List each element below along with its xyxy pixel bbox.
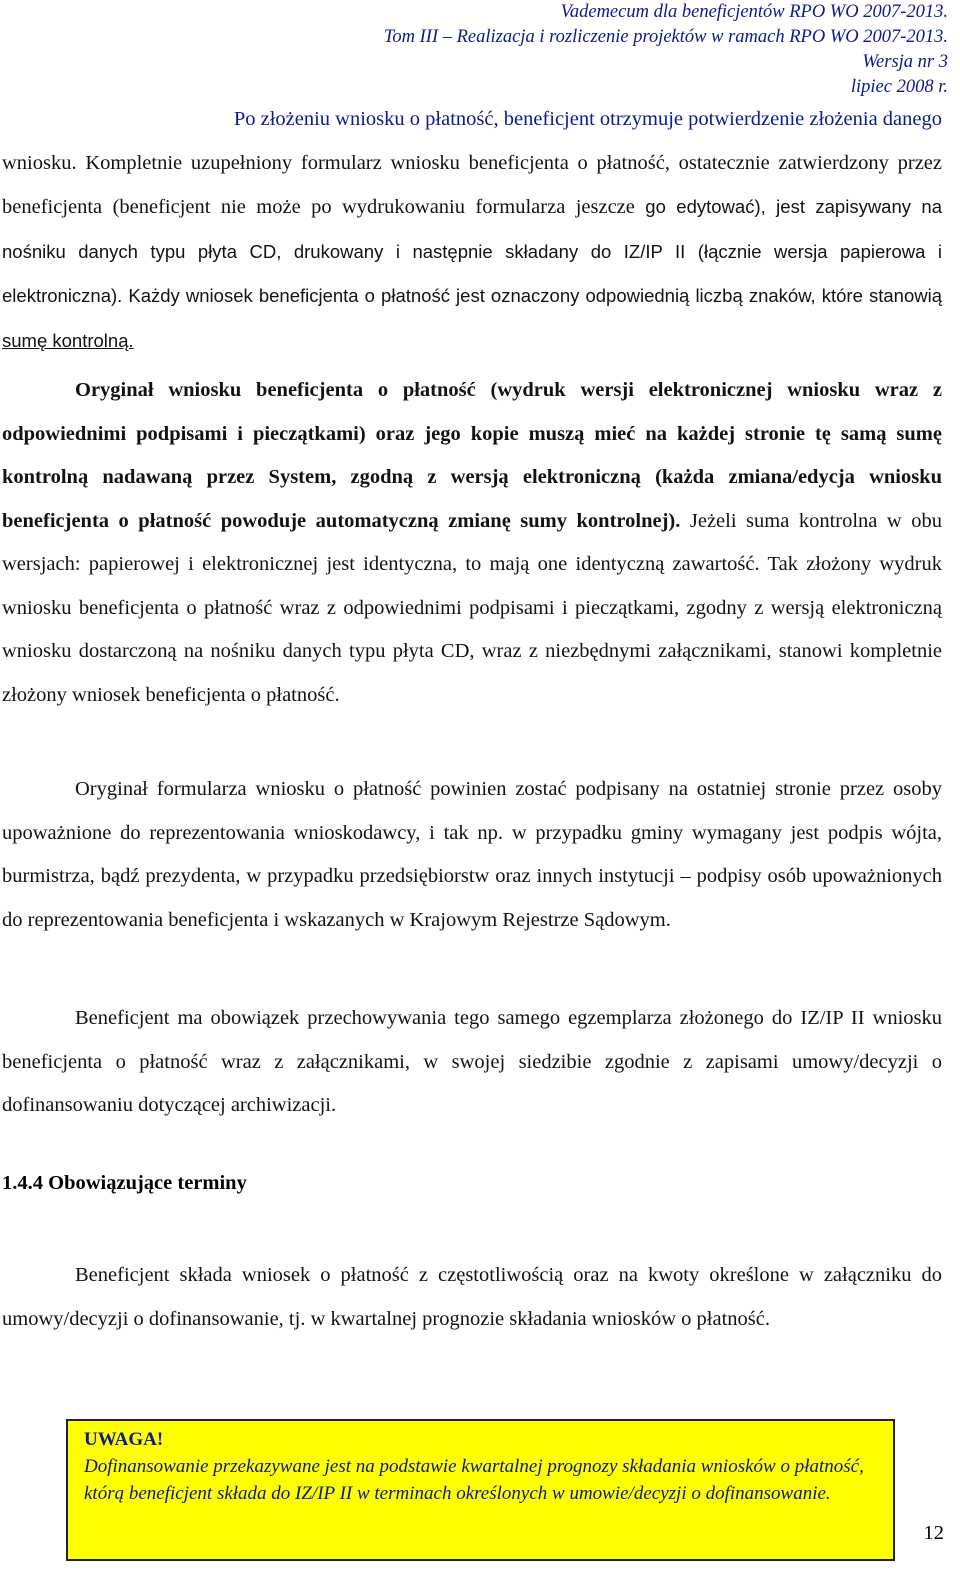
paragraph-text: wniosku. Kompletnie uzupełniony formularz wniosku beneficjenta o płatność, ostatecznie zatwierdzony przez beneficjenta (beneficjent nie może po wydrukowaniu formularza jeszcze: [2, 151, 942, 218]
paragraph-original: [2, 369, 942, 717]
paragraph-signature: Oryginał formularza wniosku o płatność powinien zostać podpisany na ostatniej stronie przez osoby upoważnione do reprezentowania wnioskodawcy, i tak np. w przypadku gminy wymagany jest podpis wójta, burmistrza, bądź prezydenta, w przypadku przedsiębiorstw oraz innych instytucji – podpisy osób upoważnionych do reprezentowania beneficjenta i wskazanych w Krajowym Rejestrze Sądowym.: [2, 778, 942, 931]
header-version: Wersja nr 3: [862, 52, 948, 72]
document-header: [384, 0, 948, 100]
paragraph-archiving: Beneficjent ma obowiązek przechowywania tego samego egzemplarza złożonego do IZ/IP II wniosku beneficjenta o płatność wraz z załącznikami, w swojej siedzibie zgodnie z zapisami umowy/decyzji o dofinansowaniu dotyczącej archiwizacji.: [2, 1007, 942, 1116]
paragraph-first-line: Po złożeniu wniosku o płatność, beneficjent otrzymuje potwierdzenie złożenia danego: [233, 108, 942, 130]
page-number: 12: [923, 1522, 944, 1544]
paragraph-deadlines: Beneficjent składa wniosek o płatność z częstotliwością oraz na kwoty określone w załączniku do umowy/decyzji o dofinansowanie, tj. w kwartalnej prognozie składania wniosków o płatność.: [2, 1264, 942, 1330]
section-heading: 1.4.4 Obowiązujące terminy: [2, 1172, 247, 1194]
paragraph-submission: [2, 98, 942, 363]
header-title: Vademecum dla beneficjentów RPO WO 2007-2013.: [560, 2, 948, 22]
header-subtitle: Tom III – Realizacja i rozliczenie projektów w ramach RPO WO 2007-2013.: [383, 27, 948, 47]
header-date: lipiec 2008 r.: [850, 77, 948, 97]
checksum-term: sumę kontrolną.: [2, 329, 134, 351]
notice-box: [66, 1419, 895, 1561]
paragraph-text: Jeżeli suma kontrolna w obu wersjach: papierowej i elektronicznej jest identyczna, to mają one identyczną zawartość. Tak złożony wydruk wniosku beneficjenta o płatność wraz z odpowiednimi podpisami i pieczątkami, zgodny z wersją elektroniczną wniosku dostarczoną na nośniku danych typu płyta CD, wraz z niezbędnymi załącznikami, stanowi kompletnie złożony wniosek beneficjenta o płatność.: [2, 509, 942, 706]
notice-text: Dofinansowanie przekazywane jest na podstawie kwartalnej prognozy składania wniosków o płatność, którą beneficjent składa do IZ/IP II w terminach określonych w umowie/decyzji o dofinansowanie.: [84, 1456, 864, 1504]
notice-title: UWAGA!: [84, 1429, 164, 1450]
paragraph-text-sans: go edytować), jest zapisywany na nośniku danych typu płyta CD, drukowany i następnie składany do IZ/IP II (łącznie wersja papierowa i elektroniczna). Każdy wniosek beneficjenta o płatność jest oznaczony odpowiednią liczbą znaków, które stanowią: [2, 196, 943, 306]
bold-requirement: Oryginał wniosku beneficjenta o płatność (wydruk wersji elektronicznej wniosku wraz z odpowiednimi podpisami i pieczątkami) oraz jego kopie muszą mieć na każdej stronie tę samą sumę kontrolną nadawaną przez System, zgodną z wersją elektroniczną (każda zmiana/edycja wniosku beneficjenta o płatność powoduje automatyczną zmianę sumy kontrolnej).: [2, 379, 942, 532]
